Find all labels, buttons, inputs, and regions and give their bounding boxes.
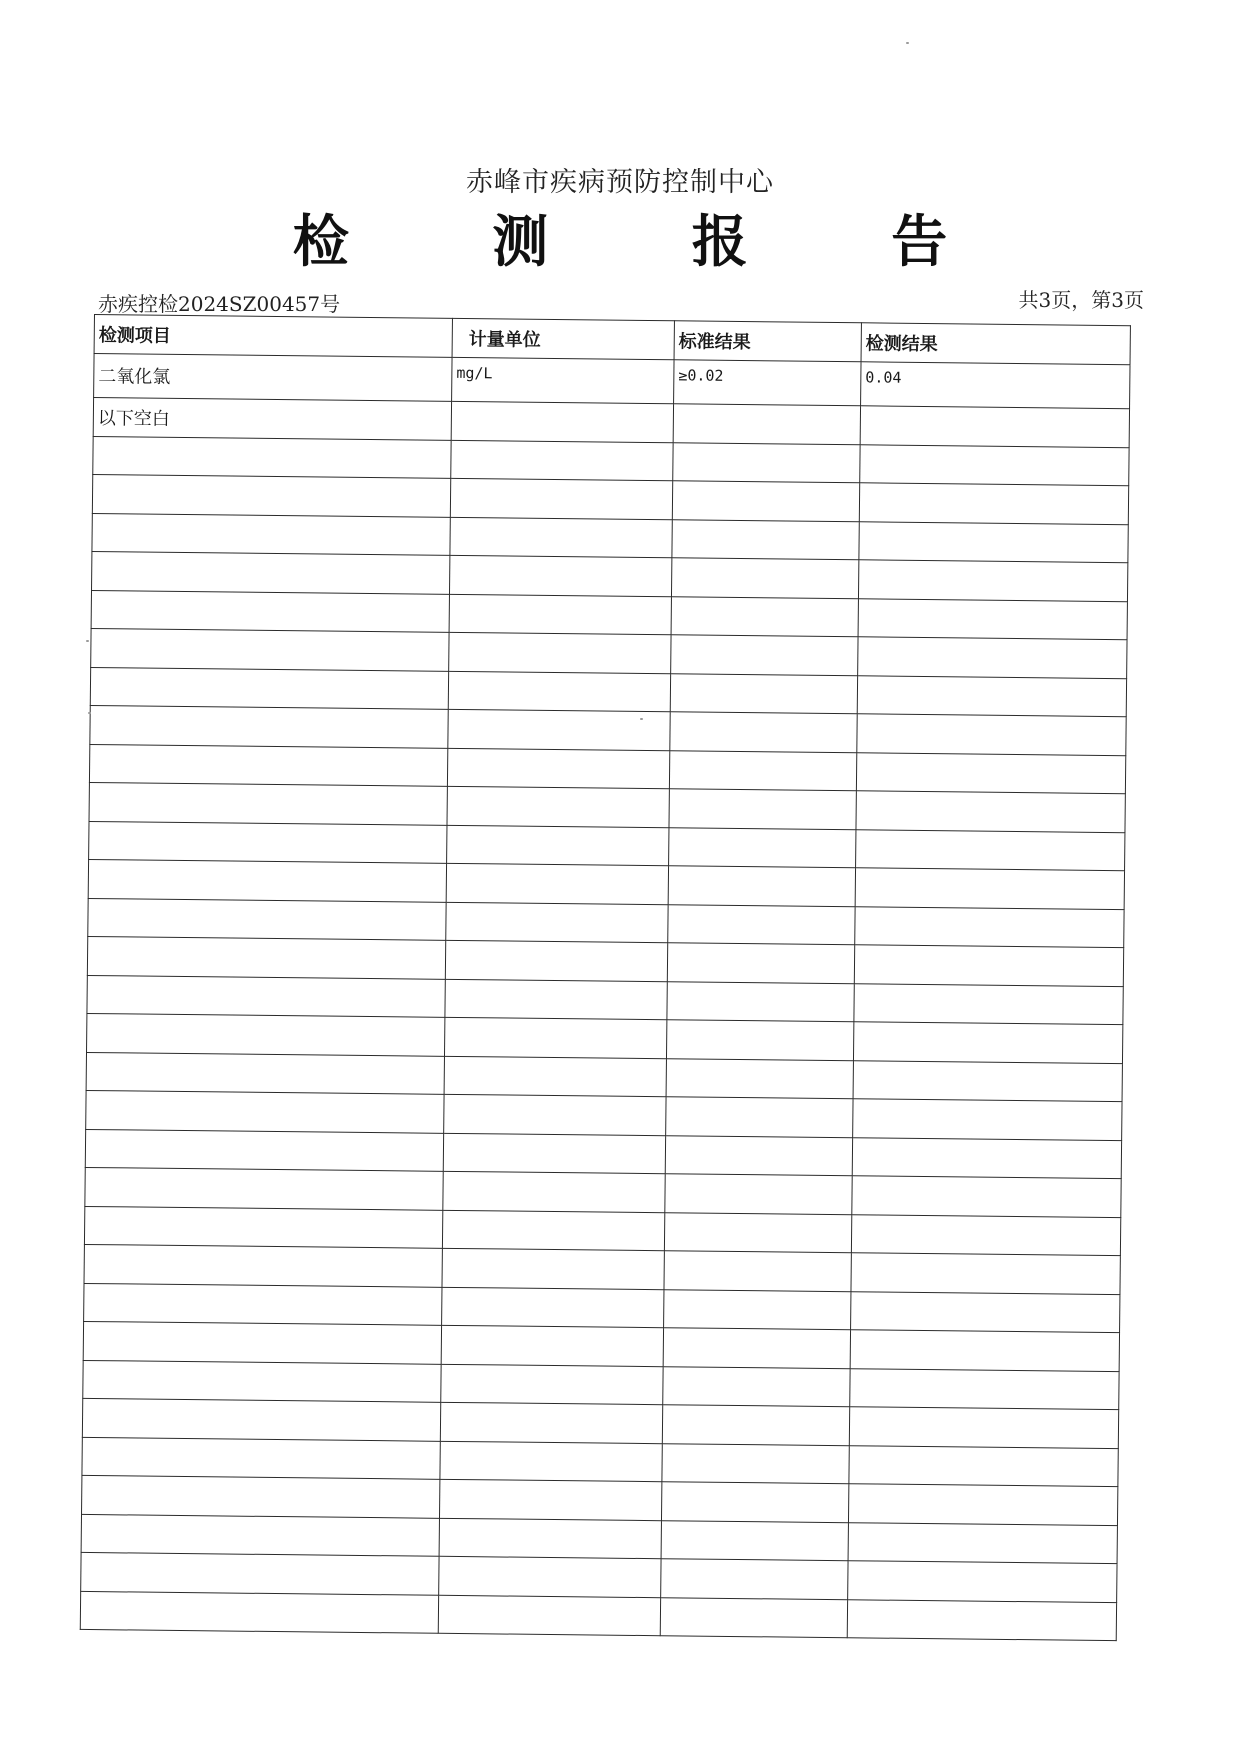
empty-cell bbox=[438, 1595, 660, 1636]
empty-cell bbox=[668, 866, 855, 907]
empty-cell bbox=[672, 481, 859, 522]
empty-cell bbox=[439, 1518, 661, 1559]
empty-cell bbox=[448, 671, 670, 712]
empty-cell bbox=[665, 1135, 852, 1176]
empty-cell bbox=[449, 632, 671, 673]
empty-cell bbox=[93, 436, 451, 478]
empty-cell bbox=[447, 825, 669, 866]
empty-cell bbox=[443, 1171, 665, 1212]
empty-cell bbox=[449, 555, 671, 596]
empty-cell bbox=[449, 594, 671, 635]
empty-cell bbox=[447, 748, 669, 789]
empty-cell bbox=[666, 1097, 853, 1138]
cell-item: 以下空白 bbox=[93, 398, 451, 440]
scan-speck bbox=[906, 42, 909, 44]
empty-cell bbox=[850, 1368, 1119, 1409]
empty-cell bbox=[672, 519, 859, 560]
empty-cell bbox=[81, 1552, 439, 1594]
cell-result bbox=[860, 406, 1129, 447]
empty-cell bbox=[92, 513, 450, 555]
empty-cell bbox=[440, 1441, 662, 1482]
cell-standard bbox=[673, 404, 860, 445]
empty-cell bbox=[859, 521, 1128, 562]
empty-cell bbox=[855, 868, 1124, 909]
cell-unit bbox=[451, 401, 673, 442]
organization-name: 赤峰市疾病预防控制中心 bbox=[466, 167, 774, 198]
empty-cell bbox=[847, 1599, 1116, 1640]
cell-unit: mg/L bbox=[452, 357, 674, 404]
empty-cell bbox=[665, 1174, 852, 1215]
empty-cell bbox=[666, 1058, 853, 1099]
empty-cell bbox=[673, 442, 860, 483]
empty-cell bbox=[856, 791, 1125, 832]
report-number: 赤疾控检2024SZ00457号 bbox=[98, 292, 341, 316]
empty-cell bbox=[442, 1287, 664, 1328]
empty-cell bbox=[860, 444, 1129, 485]
empty-cell bbox=[80, 1591, 438, 1633]
empty-cell bbox=[851, 1214, 1120, 1255]
empty-cell bbox=[661, 1520, 848, 1561]
empty-cell bbox=[439, 1479, 661, 1520]
col-header-unit: 计量单位 bbox=[452, 318, 674, 359]
cell-standard: ≥0.02 bbox=[674, 359, 861, 406]
empty-cell bbox=[853, 1022, 1122, 1063]
empty-cell bbox=[664, 1212, 851, 1253]
empty-cell bbox=[850, 1330, 1119, 1371]
empty-cell bbox=[848, 1522, 1117, 1563]
empty-cell bbox=[90, 705, 448, 747]
empty-cell bbox=[441, 1325, 663, 1366]
empty-cell bbox=[84, 1244, 442, 1286]
col-header-item: 检测项目 bbox=[94, 315, 452, 357]
empty-cell bbox=[85, 1129, 443, 1171]
empty-cell bbox=[856, 752, 1125, 793]
empty-cell bbox=[439, 1556, 661, 1597]
page-info: 共3页，第3页 bbox=[1018, 288, 1144, 312]
empty-cell bbox=[662, 1405, 849, 1446]
empty-cell bbox=[849, 1407, 1118, 1448]
empty-cell bbox=[859, 483, 1128, 524]
empty-cell bbox=[669, 750, 856, 791]
col-header-standard: 标准结果 bbox=[674, 321, 861, 362]
empty-cell bbox=[856, 829, 1125, 870]
empty-cell bbox=[446, 863, 668, 904]
empty-cell bbox=[661, 1559, 848, 1600]
empty-cell bbox=[445, 940, 667, 981]
empty-cell bbox=[664, 1289, 851, 1330]
empty-cell bbox=[854, 945, 1123, 986]
empty-cell bbox=[666, 1020, 853, 1061]
results-sheet bbox=[80, 314, 1130, 1655]
empty-cell bbox=[450, 478, 672, 519]
empty-cell bbox=[451, 440, 673, 481]
col-header-result: 检测结果 bbox=[861, 323, 1130, 364]
empty-cell bbox=[84, 1283, 442, 1325]
empty-cell bbox=[92, 551, 450, 593]
empty-cell bbox=[88, 859, 446, 901]
empty-cell bbox=[83, 1321, 441, 1363]
empty-cell bbox=[87, 975, 445, 1017]
empty-cell bbox=[82, 1475, 440, 1517]
empty-cell bbox=[89, 782, 447, 824]
empty-cell bbox=[857, 714, 1126, 755]
empty-cell bbox=[852, 1176, 1121, 1217]
empty-cell bbox=[664, 1251, 851, 1292]
empty-cell bbox=[669, 827, 856, 868]
empty-cell bbox=[670, 673, 857, 714]
empty-cell bbox=[853, 1099, 1122, 1140]
empty-cell bbox=[84, 1206, 442, 1248]
empty-cell bbox=[89, 821, 447, 863]
empty-cell bbox=[848, 1561, 1117, 1602]
empty-cell bbox=[662, 1443, 849, 1484]
scan-speck bbox=[640, 718, 643, 720]
cell-item: 二氧化氯 bbox=[94, 353, 452, 401]
results-table bbox=[80, 314, 1131, 1641]
scan-speck bbox=[88, 712, 91, 714]
empty-cell bbox=[849, 1445, 1118, 1486]
empty-cell bbox=[854, 983, 1123, 1024]
empty-cell bbox=[852, 1137, 1121, 1178]
empty-cell bbox=[87, 936, 445, 978]
empty-cell bbox=[670, 712, 857, 753]
empty-cell bbox=[91, 590, 449, 632]
empty-cell bbox=[83, 1360, 441, 1402]
empty-cell bbox=[442, 1210, 664, 1251]
empty-cell bbox=[441, 1364, 663, 1405]
empty-cell bbox=[855, 906, 1124, 947]
empty-cell bbox=[858, 560, 1127, 601]
empty-cell bbox=[89, 744, 447, 786]
empty-cell bbox=[445, 979, 667, 1020]
empty-cell bbox=[444, 1094, 666, 1135]
empty-cell bbox=[448, 709, 670, 750]
empty-cell bbox=[90, 667, 448, 709]
empty-cell bbox=[853, 1060, 1122, 1101]
empty-cell bbox=[446, 902, 668, 943]
empty-cell bbox=[86, 1052, 444, 1094]
empty-cell bbox=[668, 904, 855, 945]
empty-cell bbox=[667, 943, 854, 984]
empty-cell bbox=[81, 1514, 439, 1556]
empty-cell bbox=[444, 1056, 666, 1097]
empty-cell bbox=[667, 981, 854, 1022]
empty-cell bbox=[671, 558, 858, 599]
empty-cell bbox=[447, 786, 669, 827]
empty-cell bbox=[671, 596, 858, 637]
empty-cell bbox=[848, 1484, 1117, 1525]
empty-cell bbox=[92, 474, 450, 516]
empty-cell bbox=[857, 675, 1126, 716]
empty-cell bbox=[443, 1133, 665, 1174]
empty-cell bbox=[669, 789, 856, 830]
empty-cell bbox=[450, 517, 672, 558]
empty-cell bbox=[91, 628, 449, 670]
empty-cell bbox=[440, 1402, 662, 1443]
empty-cell bbox=[87, 1013, 445, 1055]
empty-cell bbox=[663, 1366, 850, 1407]
document-title: 检 测 报 告 bbox=[292, 209, 1010, 275]
empty-cell bbox=[851, 1291, 1120, 1332]
scan-speck bbox=[86, 640, 89, 642]
empty-cell bbox=[444, 1017, 666, 1058]
empty-cell bbox=[82, 1437, 440, 1479]
empty-cell bbox=[663, 1328, 850, 1369]
empty-cell bbox=[671, 635, 858, 676]
empty-cell bbox=[661, 1482, 848, 1523]
cell-result: 0.04 bbox=[861, 361, 1130, 408]
empty-cell bbox=[858, 598, 1127, 639]
empty-cell bbox=[82, 1398, 440, 1440]
empty-cell bbox=[86, 1090, 444, 1132]
empty-cell bbox=[442, 1248, 664, 1289]
empty-cell bbox=[660, 1597, 847, 1638]
empty-cell bbox=[858, 637, 1127, 678]
empty-cell bbox=[851, 1253, 1120, 1294]
empty-cell bbox=[85, 1167, 443, 1209]
empty-cell bbox=[88, 898, 446, 940]
